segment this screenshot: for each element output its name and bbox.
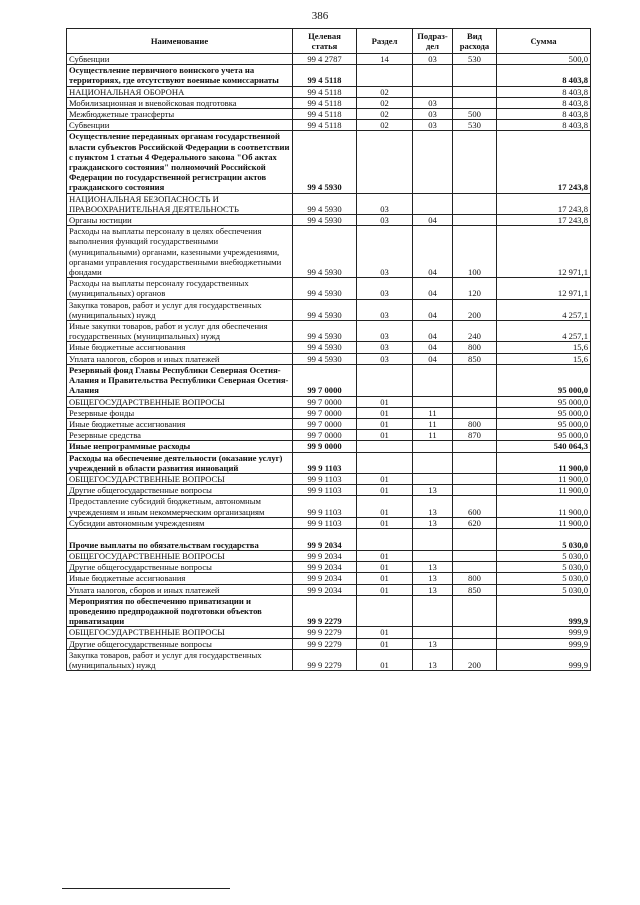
table-row [67,407,591,418]
cell-expense-type: 800 [453,418,497,429]
cell-subsection [413,396,453,407]
budget-table [66,28,591,671]
cell-section: 14 [357,54,413,65]
table-row [67,627,591,638]
table-row [67,299,591,320]
cell-expense-type: 120 [453,278,497,299]
cell-name: Иные бюджетные ассигнования [67,573,293,584]
cell-target-article: 99 9 1103 [293,473,357,484]
cell-target-article: 99 4 5118 [293,109,357,120]
cell-name: Субвенции [67,120,293,131]
cell-expense-type [453,86,497,97]
cell-name: Другие общегосударственные вопросы [67,638,293,649]
cell-sum: 8 403,8 [497,120,591,131]
cell-expense-type [453,407,497,418]
cell-sum: 95 000,0 [497,407,591,418]
cell-subsection: 11 [413,407,453,418]
cell-target-article: 99 4 5930 [293,342,357,353]
cell-sum: 8 403,8 [497,86,591,97]
cell-target-article: 99 9 2034 [293,584,357,595]
cell-expense-type [453,550,497,561]
table-row [67,430,591,441]
cell-target-article: 99 4 5930 [293,321,357,342]
cell-expense-type: 800 [453,573,497,584]
cell-name: Субвенции [67,54,293,65]
cell-target-article: 99 4 5930 [293,278,357,299]
cell-subsection [413,441,453,452]
cell-sum: 8 403,8 [497,65,591,86]
cell-target-article: 99 7 0000 [293,418,357,429]
cell-expense-type: 200 [453,299,497,320]
header-section: Раздел [357,29,413,54]
cell-section [357,364,413,396]
cell-section: 01 [357,485,413,496]
cell-expense-type [453,396,497,407]
cell-section: 03 [357,342,413,353]
cell-target-article: 99 9 1103 [293,452,357,473]
cell-name: Резервные средства [67,430,293,441]
table-row [67,528,591,550]
cell-expense-type [453,215,497,226]
table-row [67,353,591,364]
cell-subsection: 04 [413,299,453,320]
cell-sum: 95 000,0 [497,364,591,396]
cell-name: Другие общегосударственные вопросы [67,562,293,573]
cell-target-article: 99 4 5930 [293,299,357,320]
cell-subsection [413,550,453,561]
header-name: Наименование [67,29,293,54]
cell-sum: 17 243,8 [497,193,591,214]
table-row [67,86,591,97]
cell-sum: 95 000,0 [497,396,591,407]
cell-section: 01 [357,638,413,649]
cell-section: 01 [357,473,413,484]
cell-expense-type [453,485,497,496]
cell-subsection: 13 [413,496,453,517]
cell-subsection: 03 [413,109,453,120]
cell-expense-type: 870 [453,430,497,441]
cell-name: Иные закупки товаров, работ и услуг для обеспечения государственных (муниципальных) нужд [67,321,293,342]
cell-sum: 12 971,1 [497,226,591,278]
cell-subsection: 11 [413,430,453,441]
header-sum: Сумма [497,29,591,54]
cell-section: 02 [357,120,413,131]
table-row [67,649,591,670]
cell-section: 03 [357,193,413,214]
cell-subsection: 13 [413,638,453,649]
cell-subsection: 04 [413,278,453,299]
cell-expense-type: 620 [453,517,497,528]
cell-name: ОБЩЕГОСУДАРСТВЕННЫЕ ВОПРОСЫ [67,473,293,484]
cell-name: Осуществление переданных органам государственной власти субъектов Российской Федерации в соответствии с пунктом 1 статьи 4 Федерального закона "Об актах гражданского состояния" полномочий Российской Федерации по государственной регистрации актов гражданского состояния [67,131,293,193]
cell-subsection: 04 [413,226,453,278]
cell-name: Уплата налогов, сборов и иных платежей [67,584,293,595]
cell-target-article: 99 9 1103 [293,485,357,496]
cell-name: Расходы на выплаты персоналу государственных (муниципальных) органов [67,278,293,299]
cell-name: ОБЩЕГОСУДАРСТВЕННЫЕ ВОПРОСЫ [67,396,293,407]
table-row [67,485,591,496]
table-row [67,562,591,573]
cell-sum: 999,9 [497,638,591,649]
table-row [67,120,591,131]
cell-expense-type [453,97,497,108]
cell-sum: 5 030,0 [497,550,591,561]
table-row [67,496,591,517]
cell-sum: 11 900,0 [497,473,591,484]
cell-name: НАЦИОНАЛЬНАЯ ОБОРОНА [67,86,293,97]
cell-sum: 5 030,0 [497,562,591,573]
cell-target-article: 99 9 2279 [293,595,357,627]
cell-section: 02 [357,86,413,97]
header-row [67,29,591,54]
table-row [67,638,591,649]
table-row [67,215,591,226]
cell-section [357,65,413,86]
table-header [67,29,591,54]
cell-name: Иные непрограммные расходы [67,441,293,452]
cell-sum: 12 971,1 [497,278,591,299]
cell-section: 01 [357,562,413,573]
cell-name: Мероприятия по обеспечению приватизации и проведению предпродажной подготовки объектов приватизации [67,595,293,627]
cell-sum: 999,9 [497,595,591,627]
cell-target-article: 99 4 5930 [293,131,357,193]
cell-name: ОБЩЕГОСУДАРСТВЕННЫЕ ВОПРОСЫ [67,550,293,561]
cell-subsection: 03 [413,120,453,131]
cell-expense-type: 850 [453,353,497,364]
cell-name: Субсидии автономным учреждениям [67,517,293,528]
cell-target-article: 99 4 5118 [293,120,357,131]
cell-expense-type: 240 [453,321,497,342]
cell-target-article: 99 4 5118 [293,86,357,97]
cell-subsection [413,86,453,97]
cell-expense-type: 500 [453,109,497,120]
cell-section: 03 [357,226,413,278]
cell-subsection [413,452,453,473]
cell-sum: 95 000,0 [497,418,591,429]
cell-target-article: 99 7 0000 [293,430,357,441]
cell-target-article: 99 9 2279 [293,649,357,670]
table-row [67,452,591,473]
cell-expense-type: 530 [453,120,497,131]
cell-subsection: 04 [413,353,453,364]
cell-expense-type [453,65,497,86]
cell-target-article: 99 9 2034 [293,573,357,584]
table-row [67,109,591,120]
cell-name: Органы юстиции [67,215,293,226]
cell-expense-type [453,638,497,649]
cell-name: Резервный фонд Главы Республики Северная Осетия-Алания и Правительства Республики Северная Осетия-Алания [67,364,293,396]
cell-subsection: 03 [413,97,453,108]
cell-name: Другие общегосударственные вопросы [67,485,293,496]
table-row [67,54,591,65]
table-row [67,396,591,407]
cell-expense-type [453,364,497,396]
cell-expense-type: 800 [453,342,497,353]
cell-section [357,528,413,550]
cell-subsection [413,528,453,550]
cell-sum: 17 243,8 [497,215,591,226]
cell-name: Предоставление субсидий бюджетным, автономным учреждениям и иным некоммерческим организациям [67,496,293,517]
footnote-divider [62,888,230,889]
cell-name: Иные бюджетные ассигнования [67,342,293,353]
cell-section: 01 [357,407,413,418]
cell-name: Осуществление первичного воинского учета на территориях, где отсутствуют военные комиссариаты [67,65,293,86]
cell-target-article: 99 9 1103 [293,517,357,528]
cell-subsection: 03 [413,54,453,65]
table-row [67,441,591,452]
cell-target-article: 99 4 5930 [293,215,357,226]
cell-sum: 5 030,0 [497,573,591,584]
cell-section: 03 [357,299,413,320]
cell-section: 01 [357,396,413,407]
cell-target-article: 99 9 2034 [293,550,357,561]
cell-expense-type [453,528,497,550]
table-body [67,54,591,671]
table-row [67,65,591,86]
cell-expense-type: 530 [453,54,497,65]
cell-name: Закупка товаров, работ и услуг для государственных (муниципальных) нужд [67,299,293,320]
cell-sum: 8 403,8 [497,109,591,120]
cell-expense-type [453,595,497,627]
cell-section: 03 [357,353,413,364]
table-row [67,278,591,299]
cell-section [357,452,413,473]
cell-section: 03 [357,215,413,226]
cell-sum: 15,6 [497,353,591,364]
cell-subsection [413,131,453,193]
cell-target-article: 99 9 2034 [293,528,357,550]
cell-expense-type [453,452,497,473]
cell-subsection [413,193,453,214]
cell-subsection: 13 [413,573,453,584]
cell-section: 01 [357,649,413,670]
cell-subsection [413,473,453,484]
cell-expense-type: 850 [453,584,497,595]
cell-sum: 11 900,0 [497,452,591,473]
cell-section [357,131,413,193]
cell-sum: 500,0 [497,54,591,65]
cell-expense-type: 600 [453,496,497,517]
cell-subsection [413,364,453,396]
cell-target-article: 99 9 2279 [293,638,357,649]
cell-name: Расходы на выплаты персоналу в целях обеспечения выполнения функций государственными (муниципальными) органами, казенными учреждениями, органами управления государственными внебюджетными фондами [67,226,293,278]
cell-subsection [413,595,453,627]
table-row [67,550,591,561]
header-expense-type: Вид расхода [453,29,497,54]
cell-section: 01 [357,517,413,528]
cell-target-article: 99 4 5118 [293,97,357,108]
cell-name: Иные бюджетные ассигнования [67,418,293,429]
table-row [67,573,591,584]
cell-section [357,441,413,452]
cell-subsection: 13 [413,584,453,595]
cell-expense-type [453,627,497,638]
table-row [67,473,591,484]
cell-name: Резервные фонды [67,407,293,418]
table-row [67,193,591,214]
cell-target-article: 99 4 5118 [293,65,357,86]
cell-sum: 8 403,8 [497,97,591,108]
cell-section: 02 [357,97,413,108]
cell-name: Закупка товаров, работ и услуг для государственных (муниципальных) нужд [67,649,293,670]
cell-sum: 95 000,0 [497,430,591,441]
cell-section: 01 [357,430,413,441]
cell-subsection: 13 [413,562,453,573]
cell-sum: 4 257,1 [497,321,591,342]
cell-section: 01 [357,550,413,561]
cell-expense-type [453,441,497,452]
cell-name: Уплата налогов, сборов и иных платежей [67,353,293,364]
cell-sum: 5 030,0 [497,584,591,595]
cell-name: Мобилизационная и вневойсковая подготовка [67,97,293,108]
cell-sum: 540 064,3 [497,441,591,452]
table-row [67,97,591,108]
table-row [67,321,591,342]
cell-target-article: 99 4 2787 [293,54,357,65]
cell-subsection: 13 [413,649,453,670]
table-row [67,226,591,278]
table-row [67,517,591,528]
table-row [67,595,591,627]
cell-target-article: 99 9 0000 [293,441,357,452]
cell-target-article: 99 7 0000 [293,396,357,407]
table-row [67,364,591,396]
cell-section [357,595,413,627]
page-number: 386 [311,10,329,22]
cell-sum: 11 900,0 [497,485,591,496]
cell-section: 01 [357,584,413,595]
cell-target-article: 99 7 0000 [293,407,357,418]
cell-sum: 5 030,0 [497,528,591,550]
cell-expense-type: 200 [453,649,497,670]
cell-subsection: 04 [413,321,453,342]
cell-target-article: 99 7 0000 [293,364,357,396]
table-row [67,342,591,353]
cell-section: 03 [357,321,413,342]
cell-subsection: 04 [413,215,453,226]
cell-name: Расходы на обеспечение деятельности (оказание услуг) учреждений в области развития инноваций [67,452,293,473]
table-row [67,584,591,595]
cell-target-article: 99 4 5930 [293,353,357,364]
cell-section: 01 [357,496,413,517]
cell-section: 01 [357,573,413,584]
cell-section: 01 [357,418,413,429]
cell-target-article: 99 9 2279 [293,627,357,638]
cell-expense-type [453,131,497,193]
cell-expense-type: 100 [453,226,497,278]
cell-sum: 999,9 [497,649,591,670]
cell-sum: 999,9 [497,627,591,638]
cell-expense-type [453,562,497,573]
table-row [67,418,591,429]
cell-target-article: 99 9 1103 [293,496,357,517]
header-target-article: Целевая статья [293,29,357,54]
cell-sum: 17 243,8 [497,131,591,193]
cell-target-article: 99 4 5930 [293,226,357,278]
cell-target-article: 99 9 2034 [293,562,357,573]
cell-name: ОБЩЕГОСУДАРСТВЕННЫЕ ВОПРОСЫ [67,627,293,638]
cell-subsection [413,65,453,86]
cell-subsection: 13 [413,517,453,528]
cell-name: Межбюджетные трансферты [67,109,293,120]
cell-expense-type [453,193,497,214]
cell-expense-type [453,473,497,484]
cell-sum: 4 257,1 [497,299,591,320]
cell-subsection [413,627,453,638]
cell-section: 02 [357,109,413,120]
cell-section: 03 [357,278,413,299]
cell-name: Прочие выплаты по обязательствам государства [67,528,293,550]
cell-sum: 15,6 [497,342,591,353]
cell-target-article: 99 4 5930 [293,193,357,214]
cell-subsection: 04 [413,342,453,353]
cell-name: НАЦИОНАЛЬНАЯ БЕЗОПАСНОСТЬ И ПРАВООХРАНИТЕЛЬНАЯ ДЕЯТЕЛЬНОСТЬ [67,193,293,214]
cell-subsection: 11 [413,418,453,429]
table-row [67,131,591,193]
cell-sum: 11 900,0 [497,496,591,517]
header-subsection: Подраз-дел [413,29,453,54]
cell-subsection: 13 [413,485,453,496]
cell-sum: 11 900,0 [497,517,591,528]
cell-section: 01 [357,627,413,638]
